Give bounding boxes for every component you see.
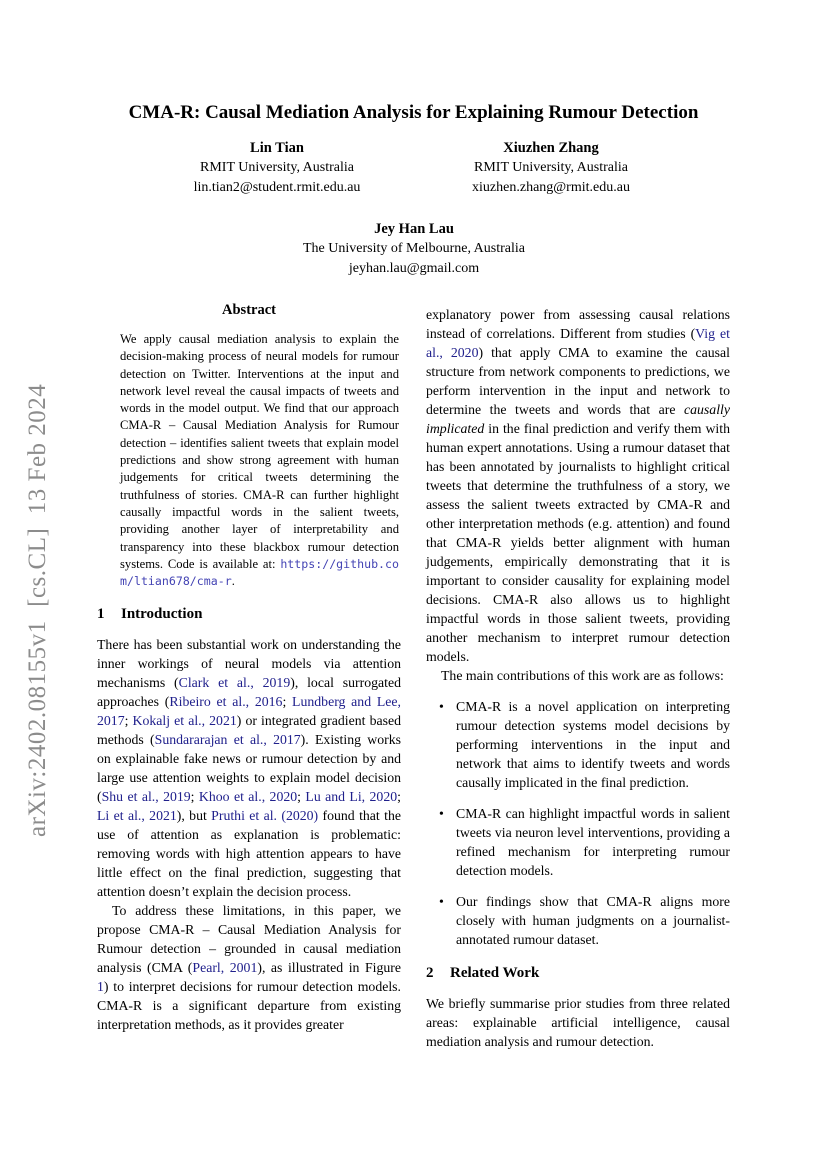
author-name: Lin Tian: [250, 140, 304, 156]
text-segment: ), local surrogated approaches (: [97, 675, 401, 710]
author-email: xiuzhen.zhang@rmit.edu.au: [472, 179, 630, 195]
text-segment: ;: [124, 713, 133, 729]
paragraph-related-work-1: We briefly summarise prior studies from three related areas: explainable artificial intelligence, causal mediation analysis and rumour detection.: [426, 996, 730, 1049]
citation-link[interactable]: Pruthi et al. (2020): [211, 808, 319, 824]
author-email: jeyhan.lau@gmail.com: [348, 260, 480, 276]
bullet-icon: •: [439, 806, 444, 821]
paragraph-intro-2: [97, 901, 401, 1034]
author-block-1: [194, 138, 361, 197]
section-heading-related-work: [426, 963, 730, 983]
citation-link[interactable]: Shu et al., 2019: [101, 789, 191, 805]
section-title: Related Work: [450, 965, 540, 981]
citation-link[interactable]: Lu and Li, 2020: [305, 789, 398, 805]
abstract-text: [120, 331, 399, 590]
citation-link[interactable]: Clark et al., 2019: [178, 675, 291, 691]
text-segment: We apply causal mediation analysis to explain the decision-making process of neural models for rumour detection on Twitter. Interventions at the input and network level reveal the causal impacts of tweets and words in the model output. We find that our approach CMA-R – Causal Mediation Analysis for Rumour detection – identifies salient tweets that explain model predictions and show strong agreement with human judgements for critical tweets determining the truthfulness of stories. CMA-R can further highlight causally impactful words in the salient tweets, providing another layer of interpretability and transparency into these blackbox rumour detection systems. Code is available at:: [120, 332, 399, 571]
author-email: lin.tian2@student.rmit.edu.au: [193, 179, 361, 195]
author-affiliation: RMIT University, Australia: [474, 160, 628, 175]
section-heading-introduction: [97, 604, 401, 624]
author-affiliation: RMIT University, Australia: [200, 160, 354, 175]
bullet-text: CMA-R can highlight impactful words in salient tweets via neuron level interventions, providing a refined mechanism for interpreting rumour detection models.: [456, 806, 730, 878]
citation-link[interactable]: Pearl, 2001: [192, 960, 258, 976]
text-segment: ;: [397, 789, 401, 805]
author-block-3: [303, 219, 525, 278]
section-title: Introduction: [121, 606, 203, 623]
text-segment: To address these limitations, in this paper, we propose CMA-R – Causal Mediation Analysis for Rumour detection – grounded in causal mediation analysis (CMA (: [97, 903, 401, 976]
text-segment: ) to interpret decisions for rumour detection models. CMA-R is a significant departure from existing interpretation methods, as it provides greater: [97, 979, 401, 1033]
text-segment: in the final prediction and verify them with human expert annotations. Using a rumour dataset that has been annotated by journalists to highlight critical tweets that determine the truthfulness of a story, we assess the salient tweets extracted by CMA-R and other interpretation methods (e.g. attention) and found that CMA-R yields better alignment with human judgements, empirically demonstrating that it is important to consider causality for explaining model decisions. CMA-R also allows us to highlight impactful words in those salient tweets, providing another mechanism to interpret rumour detection models.: [426, 421, 730, 664]
author-name: Xiuzhen Zhang: [503, 140, 599, 156]
author-name: Jey Han Lau: [374, 221, 454, 237]
right-column: [426, 300, 730, 1051]
contributions-list: [426, 697, 730, 949]
text-segment: ), as illustrated in Figure: [257, 960, 401, 976]
list-item: [426, 892, 730, 949]
citation-link[interactable]: Sundararajan et al., 2017: [154, 732, 301, 748]
bullet-icon: •: [439, 699, 444, 714]
paper-title: CMA-R: Causal Mediation Analysis for Explaining Rumour Detection: [128, 102, 699, 123]
text-segment: .: [231, 574, 235, 589]
section-number: 2: [426, 965, 434, 981]
paragraph-contributions-lead: The main contributions of this work are as follows:: [441, 668, 724, 683]
text-segment: ;: [297, 789, 306, 805]
bullet-icon: •: [439, 894, 444, 909]
text-segment: ;: [282, 694, 293, 710]
citation-link[interactable]: 1: [97, 979, 104, 995]
author-block-2: [472, 138, 630, 197]
text-segment: There has been substantial work on understanding the inner workings of neural models via attention mechanisms (: [97, 637, 401, 691]
paragraph-intro-1: [97, 635, 401, 901]
text-segment: found that the use of attention as explanation is problematic: removing words with high attention appears to have little effect on the final prediction, suggesting that attention doesn’t explain the decision process.: [97, 808, 401, 900]
text-segment: ) or integrated gradient based methods (: [97, 713, 401, 748]
text-segment: explanatory power from assessing causal relations instead of correlations. Different from studies (: [426, 307, 730, 341]
citation-link[interactable]: Vig et al., 2020: [426, 326, 730, 360]
bullet-text: CMA-R is a novel application on interpreting rumour detection systems model decisions by performing interventions in the input and network that aims to identify tweets and words causally implicated in the final prediction.: [456, 699, 730, 790]
section-number: 1: [97, 606, 105, 623]
arxiv-watermark: arXiv:2402.08155v1 [cs.CL] 13 Feb 2024: [24, 383, 51, 837]
citation-link[interactable]: Ribeiro et al., 2016: [169, 694, 283, 710]
citation-link[interactable]: Kokalj et al., 2021: [132, 713, 237, 729]
code-url-link[interactable]: https://github.com/ltian678/cma-r: [120, 556, 399, 589]
text-segment: ), but: [176, 808, 212, 824]
citation-link[interactable]: Lundberg and Lee, 2017: [97, 694, 401, 729]
abstract-heading: Abstract: [222, 302, 276, 318]
left-column: [97, 300, 401, 1034]
citation-link[interactable]: Khoo et al., 2020: [198, 789, 298, 805]
text-segment: ;: [190, 789, 199, 805]
text-segment: ) that apply CMA to examine the causal structure from network components to predictions, we perform intervention in the input and network to determine the tweets and words that are: [426, 345, 730, 417]
citation-link[interactable]: Li et al., 2021: [97, 808, 177, 824]
emphasis-text: causally implicated: [426, 402, 730, 436]
text-segment: ). Existing works on explainable fake news or rumour detection by and large use attention weights to explain model decision (: [97, 732, 401, 805]
paragraph-intro-3: [426, 305, 730, 666]
bullet-text: Our findings show that CMA-R aligns more closely with human judgments on a journalist-annotated rumour dataset.: [456, 894, 730, 947]
list-item: [426, 804, 730, 880]
author-affiliation: The University of Melbourne, Australia: [302, 241, 526, 256]
list-item: [426, 697, 730, 792]
